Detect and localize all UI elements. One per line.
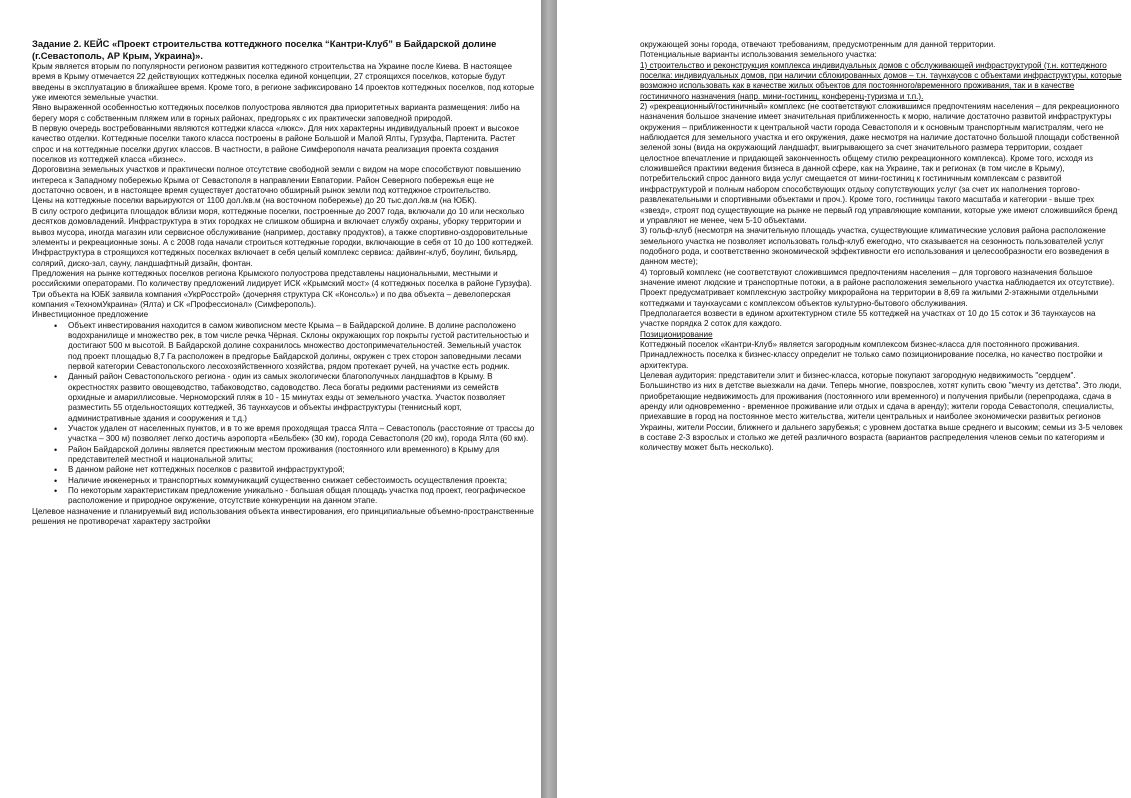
paragraph: Потенциальные варианты использования земельного участка:	[640, 50, 877, 60]
list-item: • Район Байдарской долины является престижным местом проживания (постоянного или временного) в Крыму для представителей местной и национальной элиты;	[68, 445, 535, 466]
paragraph: Целевая аудитория: представители элит и бизнес-класса, которые покупают загородную недвижимость "сердцем". Большинство из них в детстве выезжали на дачи. Теперь многие, повзрослев, хотят купить свою "мечту из детства". Это люди, приобретающие недвижимость для проживания (постоянного или временного) и получения прибыли (перепродажа, сдача в аренду или одновременно - временное проживание или отдых и сдача в аренду); жители города Севастополя, специалисты, приехавшие в город на постоянное место жительства, жители центральных и наиболее экономически развитых регионов Украины, жители России, ближнего и дальнего зарубежья; с уровнем достатка выше среднего и высоким; семьи из 3-5 человек в составе 2-3 взрослых и столько же детей различного возраста (вариантов распределения членов семьи по категориям и количеству может быть несколько).	[640, 371, 1123, 453]
paragraph: Крым является вторым по популярности регионом развития коттеджного строительства на Украине после Киева. В настоящее время в Крыму отмечается 22 действующих коттеджных поселка единой концепции, 27 строящихся поселков, которые будут введены в эксплуатацию в ближайшее время. Кроме того, в регионе зафиксировано 14 проектов коттеджных поселков, под которые уже имеются земельные участки.	[32, 62, 535, 103]
section-heading: Позиционирование	[640, 329, 713, 339]
paragraph: Проект предусматривает комплексную застройку микрорайона на территории в 8,69 га жилыми 2-этажными отдельными коттеджами и таунхаусами с комплексом объектов культурно-бытового обслуживания.	[640, 288, 1099, 308]
paragraph: 3) гольф-клуб (несмотря на значительную площадь участка, существующие климатические условия района расположение земельного участка не позволяет использовать гольф-клуб ежегодно, что сказывается на сезонность пользователей услуг подобного рода, и соответственно экономической эффективности его использования и целесообразности его возведения в данном месте);	[640, 226, 1110, 267]
paragraph: 2) «рекреационный/гостиничный» комплекс (не соответствуют сложившимся предпочтениям населения – для рекреационного назначения большое значение имеет значительная приближенность к морю, наличие достаточно развитой инфраструктуры окружения – приближенности к центральной части города Севастополя и к основным транспортным магистралям, чего не наблюдается для земельного участка и его окружения, даже несмотря на наличие достаточно большой площади собственной зеленой зоны (вида на окружающий ландшафт, выигрывающего за счет значительного размера территории, создает целостное впечатление и придающей законченность общему стилю рекреационного комплекса). Кроме того, исходя из сложившейся практики ведения бизнеса в данной сфере, как на Украине, так и регионах (в том числе в Крыму), потребительский спрос данного вида услуг смещается от мини-гостиниц к гостиничным комплексам с развитой инфраструктурой и полным набором способствующих отдыху сопутствующих услуг (за счет их наполнения торгово-развлекательными и спортивными объектами и проч.). Кроме того, гостиницы такого масштаба и категории - выше трех «звезд», строят под существующие на рынке не первый год управляющие компании, которые уже имеют сложившийся бренд и управляют не менее, чем 5-10 объектами.	[640, 102, 1120, 225]
task-title: Задание 2. КЕЙС «Проект строительства коттеджного поселка “Кантри-Клуб” в Байдарской долине (г.Севастополь, АР Крым, Украина)».	[32, 38, 497, 61]
paragraph: В силу острого дефицита площадок вблизи моря, коттеджные поселки, построенные до 2007 года, включали до 10 или несколько десятков домовладений. Инфраструктура в этих городках не слишком обширна и включает службу охраны, уборку территории и вывоз мусора, иногда магазин или сервисное обслуживание (например, доставку продуктов), а также спортивно-оздоровительные элементы и рекреационные зоны. А с 2008 года начали строиться коттеджные городки, включающие в себя от 10 до 100 коттеджей. Инфраструктура в строящихся коттеджных поселках включает в себя целый комплекс сервиса: дайвинг-клуб, боулинг, бильярд, солярий, диско-зал, сауну, ландшафтный дизайн, фонтан.	[32, 206, 534, 268]
list-item: • Объект инвестирования находится в самом живописном месте Крыма – в Байдарской долине. В долине расположено водохранилище и множество рек, в том числе речка Чёрная. Склоны окружающих гор покрыты густой растительностью и достигают 500 м высотой. В Байдарской долине сохранилось множество достопримечательностей. Земельный участок под проект площадью 8,7 Га расположен в предгорье Байдарской долины, окружен с трех сторон заповедными лесами первой категории Севастопольского лесохозяйственного хозяйства, рядом протекает ручей, на участке есть родник.	[68, 321, 535, 373]
list-item: • Наличие инженерных и транспортных коммуникаций существенно снижает себестоимость осуществления проекта;	[68, 476, 535, 486]
document-page-right[interactable]	[557, 0, 1131, 798]
paragraph: В первую очередь востребованными являются коттеджи класса «люкс». Для них характерны индивидуальный проект и высокое качество отделки. Коттеджные поселки такого класса построены в районе Большой и Малой Ялты, Гурзуфа, Партенита. Растет спрос и на коттеджные поселки других классов. В частности, в районе Симферополя начата реализация проекта создания поселков из коттеджей класса «бизнес».	[32, 124, 519, 165]
paragraph: Цены на коттеджные поселки варьируются от 1100 дол./кв.м (на восточном побережье) до 20 тыс.дол./кв.м (на ЮБК).	[32, 196, 477, 206]
paragraph: Дороговизна земельных участков и практически полное отсутствие свободной земли с видом на море способствуют повышению интереса к Западному побережью Крыма от Севастополя в направлении Евпатории. Район Северного побережья еще не достаточно освоен, и в настоящее время существует достаточно обширный рынок земли под коттеджное строительство.	[32, 165, 521, 196]
paragraph: окружающей зоны города, отвечают требованиям, предусмотренным для данной территории.	[640, 40, 996, 49]
paragraph: Целевое назначение и планируемый вид использования объекта инвестирования, его принципиальные объемно-пространственные решения не противоречат характеру застройки	[32, 506, 534, 527]
list-item: • Участок удален от населенных пунктов, и в то же время проходящая трасса Ялта – Севастополь (расстояние от трассы до участка – 300 м) позволяет легко достичь аэропорта «Бельбек» (30 км), города Севастополя (20 км), города Ялта (60 км).	[68, 424, 535, 445]
paragraph: Коттеджный поселок «Кантри-Клуб» является загородным комплексом бизнес-класса для постоянного проживания. Принадлежность поселка к бизнес-классу определит не только само позиционирование поселка, но качество постройки и архитектура.	[640, 339, 1103, 370]
paragraph: Явно выраженной особенностью коттеджных поселков полуострова являются два приоритетных варианта размещения: либо на берегу моря с собственным пляжем или в горных районах, предгорьях с их практически заповедной природой.	[32, 103, 520, 123]
paragraph: Предполагается возвести в едином архитектурном стиле 55 коттеджей на участках от 10 до 15 соток и 36 таунхаусов на участке порядка 2 соток для каждого.	[640, 308, 1096, 329]
section-heading: Инвестиционное предложение	[32, 310, 149, 320]
document-page-left[interactable]	[0, 0, 541, 798]
list-item: • Данный район Севастопольского региона - один из самых экологически благополучных ландшафтов в Крыму. В окрестностях развито овощеводство, табаководство, садоводство. Леса богаты редкими растениями из семейств орхидные и амариллисовые. Черноморский пляж в 10 - 15 минутах езды от земельного участка. Участок позволяет разместить 55 отдельностоящих коттеджей, 36 таунхаусов и объекты инфраструктуры (теннисный корт, административные здания и сооружения и т.д.)	[68, 372, 535, 424]
paragraph: 4) торговый комплекс (не соответствуют сложившимся предпочтениям населения – для торгового назначения большое значение имеют людские и транспортные потоки, а в районе расположения земельного участка наблюдается их отсутствие).	[640, 267, 1115, 287]
paragraph: 1) строительство и реконструкция комплекса индивидуальных домов с обслуживающей инфраструктурой (т.н. коттеджного поселка: индивидуальных домов, при наличии сблокированных домов – т.н. таунхаусов с объектами инфраструктуры, которые возможно использовать как в качестве жилых объектов для постоянного/временного проживания, так и в качестве гостиничного назначения (напр. мини-гостиниц, конференц-туризма и т.п.).	[640, 60, 1122, 101]
paragraph: Предложения на рынке коттеджных поселков региона Крымского полуострова представлены национальными, местными и российскими операторами. По количеству предложений лидирует ИСК «Крымский мост» (4 коттеджных поселка в районе Гурзуфа). Три объекта на ЮБК заявила компания «УкрРосстрой» (дочерняя структура СК «Консоль») и по два объекта – девелоперская компания «ТехномУкраина» (Ялта) и СК «Профессионал» (Симферополь).	[32, 268, 532, 309]
list-item: • В данном районе нет коттеджных поселков с развитой инфраструктурой;	[68, 465, 535, 475]
list-item: • По некоторым характеристикам предложение уникально - большая общая площадь участка под проект, географическое расположение и природное окружение, отсутствие конкуренции на данном этапе.	[68, 486, 535, 507]
bullet-list	[32, 321, 535, 507]
page-gutter	[541, 0, 557, 798]
